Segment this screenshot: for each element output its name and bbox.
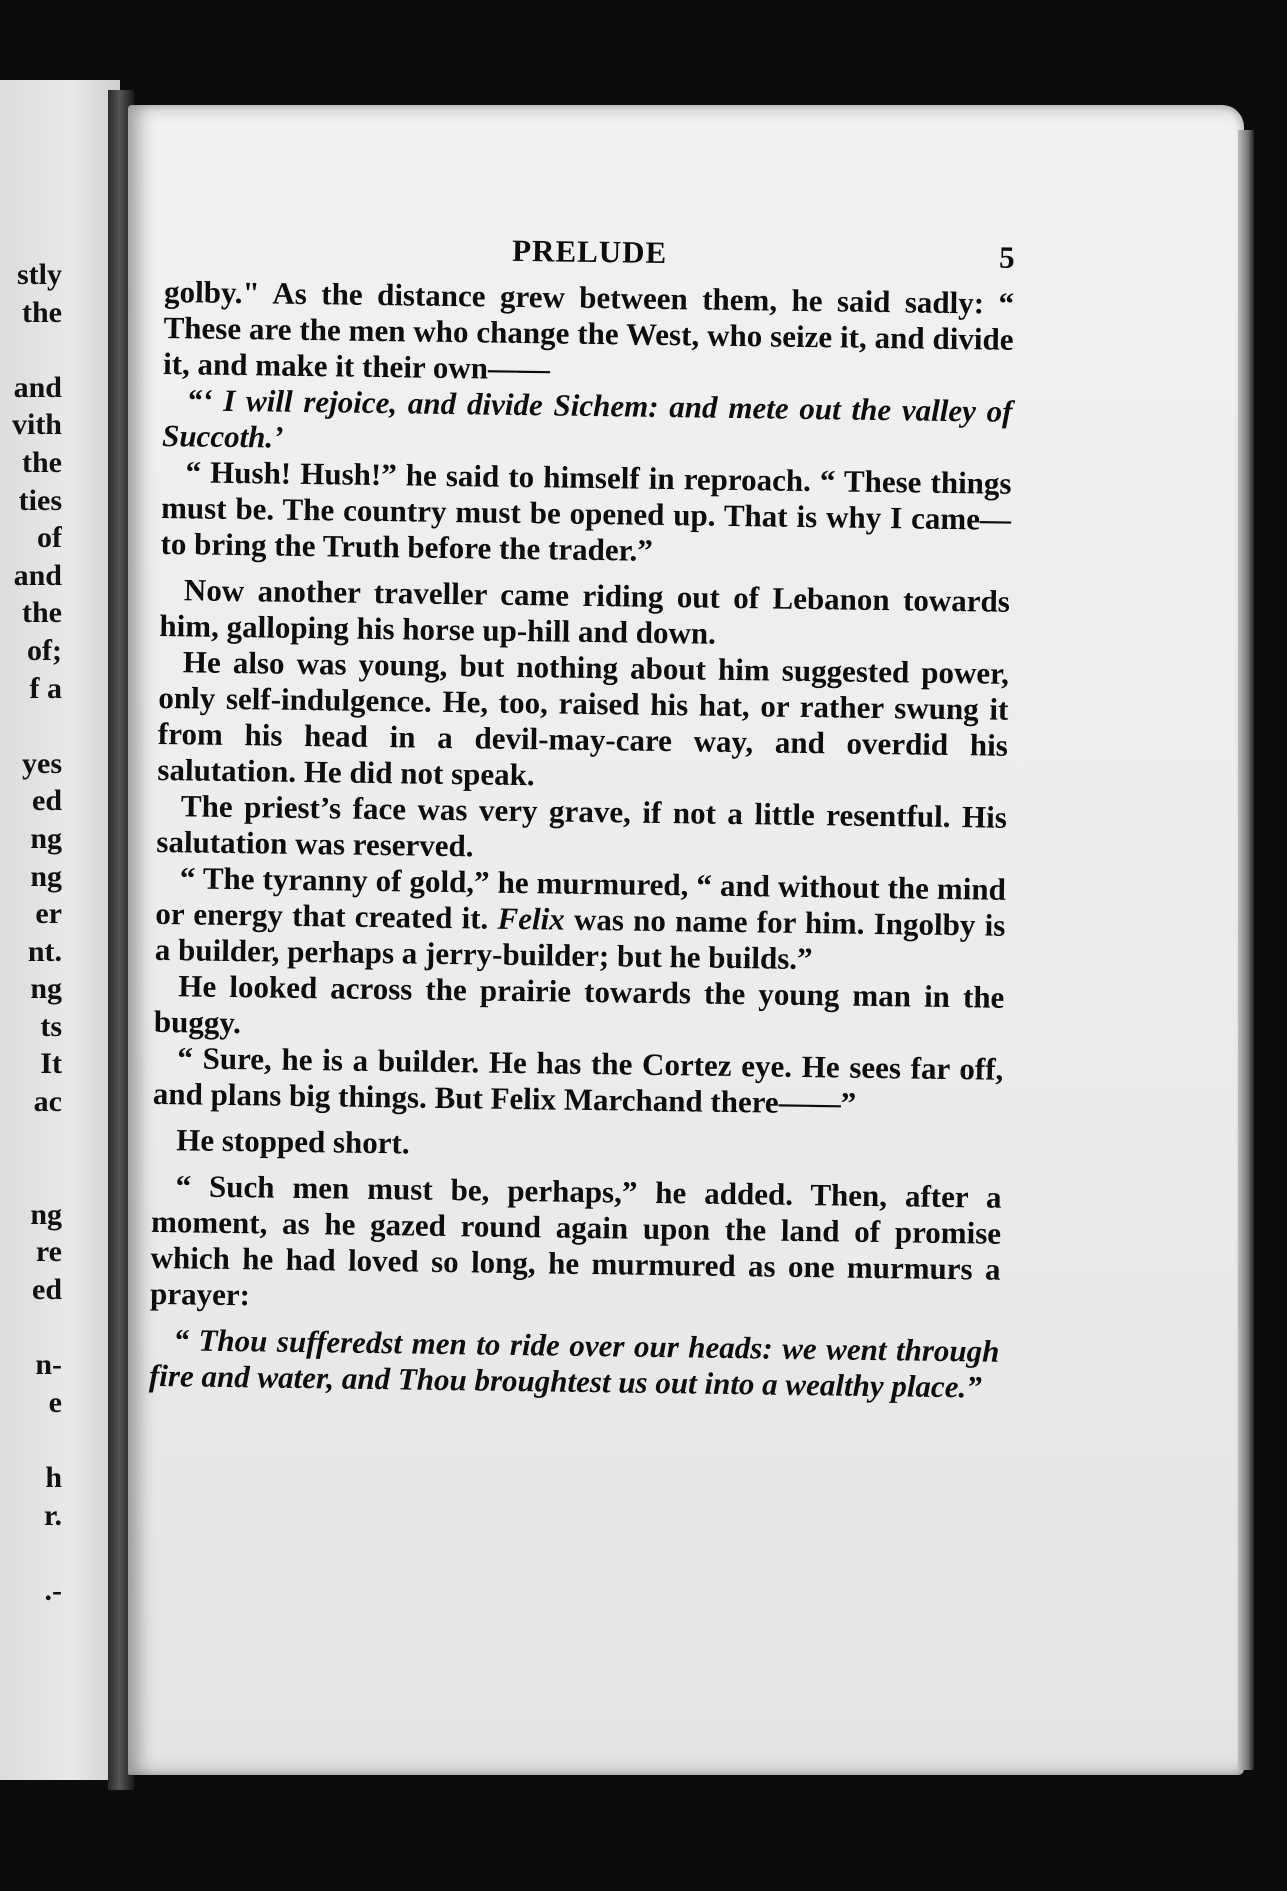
facing-page-fragment: ac [33,1085,62,1119]
paragraph [163,274,1014,394]
paragraph [156,788,1007,872]
italic-text: Felix [497,900,565,937]
facing-page-fragment: ng [30,859,62,893]
chapter-title: PRELUDE [511,232,668,271]
facing-page-fragment: and [13,370,62,404]
facing-page-fragment: stly [17,258,62,291]
text-run: He also was young, but nothing about him suggested power, only self-indulgence. He, too, raised his hat, or rather swung it from his head in a devil-may-care way, and overdid his salutation. He did not speak. [157,644,1010,793]
facing-page-fragment: the [22,295,62,329]
text-run: was no name for him. Ingolby is a builder, perhaps a jerry-builder; but he builds.” [154,901,1006,977]
facing-page-fragment: ts [40,1009,62,1043]
paragraph [160,454,1011,574]
facing-page-fragment [0,1534,62,1572]
facing-page-fragment: e [48,1385,62,1419]
paragraph [157,644,1009,800]
facing-page-fragment: and [13,558,62,592]
facing-page-fragment: ed [32,784,62,818]
paragraph [154,968,1005,1052]
facing-page-fragment: ng [30,972,62,1006]
facing-page-fragment: r. [43,1498,62,1532]
facing-page-fragment [0,1121,62,1159]
facing-page-fragment: It [40,1047,62,1081]
facing-page-text [0,256,62,1609]
italic-text: “ Thou sufferedst men to ride over our heads: we went through fire and water, and Thou broughtest us out into a wealthy place.” [148,1322,1000,1405]
facing-page-fragment [0,1309,62,1347]
paragraph [149,1322,1000,1406]
facing-page-fragment: the [22,445,62,479]
facing-page-fragment [0,1158,62,1196]
facing-page-fragment: er [35,897,62,931]
facing-page-fragment: vith [11,408,62,442]
facing-page-fragment: nt. [27,934,62,968]
facing-page-fragment: of [37,521,62,555]
facing-page-fragment: of; [27,633,62,667]
facing-page-fragment: ties [18,483,62,517]
paragraph [152,1122,1002,1170]
text-run: “ Sure, he is a builder. He has the Cortez eye. He sees far off, and plans big things. But Felix Marchand there——” [152,1040,1004,1121]
page-text-block [149,228,1015,1406]
text-run: “ Such men must be, perhaps,” he added. Then, after a moment, as he gazed round again upon the land of promise which he had loved so long, he murmured as one murmurs a prayer: [149,1168,1002,1313]
facing-page-fragment [0,1421,62,1459]
paragraph [162,382,1013,466]
facing-page-fragment: f a [29,671,62,705]
page-edge [1238,130,1254,1770]
text-run: The priest’s face was very grave, if not a little resentful. His salutation was reserved. [156,788,1008,864]
facing-page-fragment: n- [35,1348,62,1382]
facing-page-fragment [0,707,62,745]
facing-page-fragment: re [35,1235,62,1269]
body-text [149,274,1015,1406]
facing-page-fragment: .- [44,1573,62,1607]
facing-page-fragment: h [45,1461,62,1494]
facing-page-fragment [0,331,62,369]
text-run: golby." As the distance grew between them, he said sadly: “ These are the men who change the West, who seize it, and divide it, and make it their own—— [162,273,1015,387]
page-number: 5 [998,239,1015,275]
text-run: Now another traveller came riding out of Lebanon towards him, galloping his horse up-hill and down. [159,572,1011,651]
facing-page-fragment: yes [22,746,62,780]
text-run: He stopped short. [176,1122,410,1161]
text-run: He looked across the prairie towards the young man in the buggy. [153,968,1005,1041]
facing-page-fragment: ng [30,821,62,855]
paragraph [150,1168,1002,1324]
paragraph [153,1040,1004,1124]
paragraph [155,860,1006,980]
facing-page-fragment: ng [30,1197,62,1231]
paragraph [159,572,1010,656]
text-run: “ The tyranny of gold,” he murmured, “ and without the mind or energy that created it. [155,860,1007,936]
facing-page-fragment: the [22,596,62,630]
text-run: “ Hush! Hush!” he said to himself in reproach. “ These things must be. The country must be opened up. That is why I came—to bring the Truth before the trader.” [160,454,1012,568]
italic-text: “‘ I will rejoice, and divide Sichem: and mete out the valley of Succoth.’ [161,382,1013,455]
facing-page-fragment: ed [32,1273,62,1307]
